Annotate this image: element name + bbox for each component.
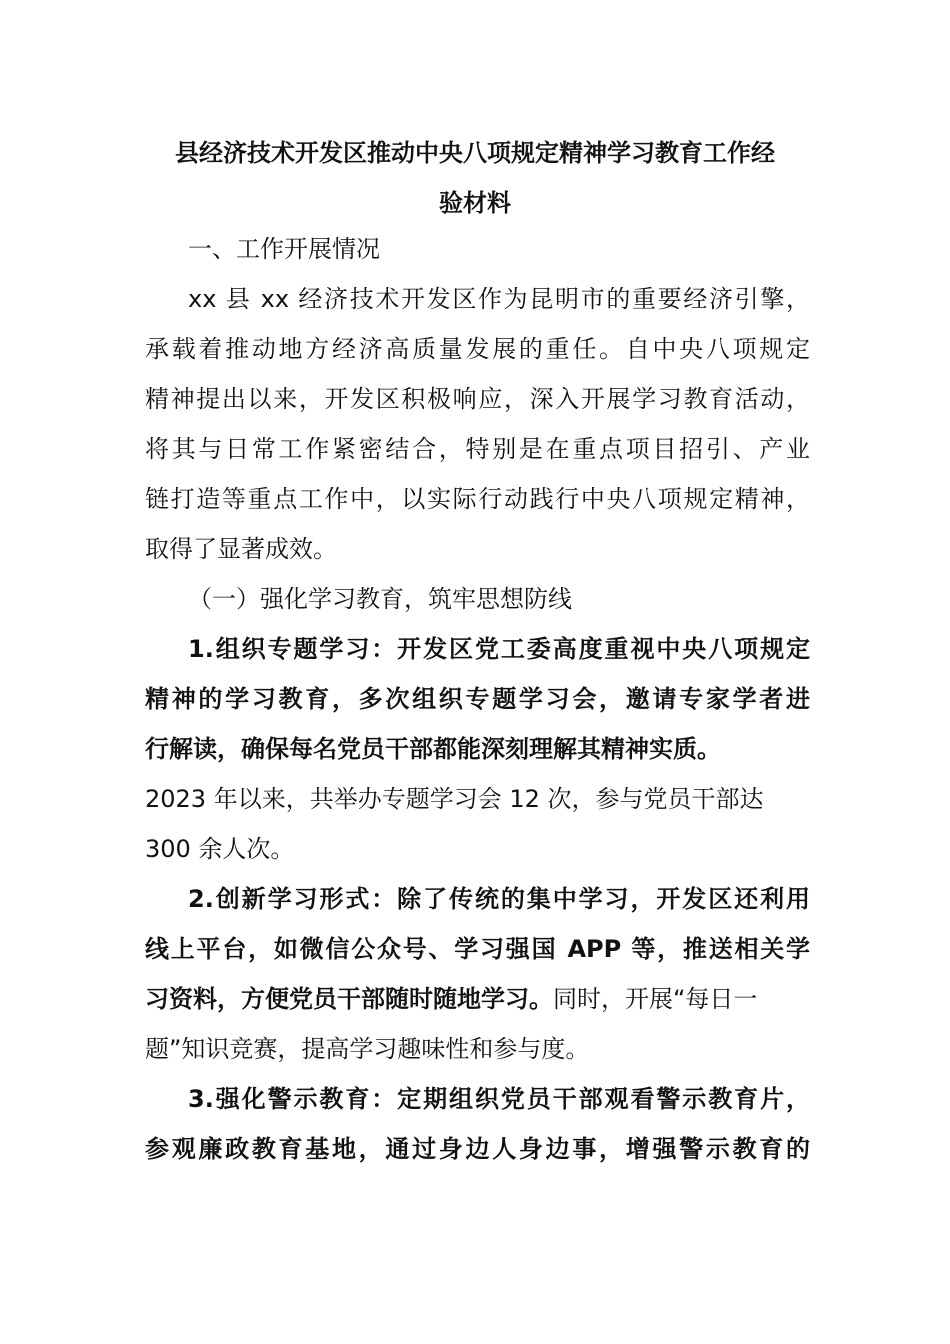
- item-2-line: 2.创新学习形式：除了传统的集中学习，开发区还利用: [188, 885, 810, 913]
- paragraph-line: 将其与日常工作紧密结合，特别是在重点项目招引、产业: [145, 435, 810, 463]
- item-1-line: 行解读，确保每名党员干部都能深刻理解其精神实质。: [145, 735, 721, 763]
- item-2-bold-text: 习资料，方便党员干部随时随地学习。: [145, 985, 553, 1013]
- item-2-line: 线上平台，如微信公众号、学习强国 APP 等，推送相关学: [145, 935, 810, 963]
- paragraph-line: 承载着推动地方经济高质量发展的重任。自中央八项规定: [145, 335, 810, 363]
- item-1-line: 精神的学习教育，多次组织专题学习会，邀请专家学者进: [145, 685, 810, 713]
- section-heading: 一、工作开展情况: [188, 235, 380, 263]
- item-3-line: 3.强化警示教育：定期组织党员干部观看警示教育片，: [188, 1085, 810, 1113]
- item-3-line: 参观廉政教育基地，通过身边人身边事，增强警示教育的: [145, 1135, 810, 1163]
- item-1-line: 300 余人次。: [145, 835, 295, 863]
- paragraph-line: 链打造等重点工作中，以实际行动践行中央八项规定精神，: [145, 485, 810, 513]
- paragraph-line: 精神提出以来，开发区积极响应，深入开展学习教育活动，: [145, 385, 810, 413]
- document-title: [140, 128, 810, 228]
- paragraph-line: xx 县 xx 经济技术开发区作为昆明市的重要经济引擎，: [188, 285, 810, 313]
- item-1-line: 1.组织专题学习：开发区党工委高度重视中央八项规定: [188, 635, 810, 663]
- item-2-line: 题”知识竞赛，提高学习趣味性和参与度。: [145, 1035, 590, 1063]
- item-2-normal-text: 同时，开展“每日一: [553, 985, 758, 1013]
- title-line-2: 验材料: [439, 189, 511, 217]
- item-2-line: [145, 974, 810, 1024]
- paragraph-line: 取得了显著成效。: [145, 535, 337, 563]
- title-line-1: 县经济技术开发区推动中央八项规定精神学习教育工作经: [175, 139, 775, 167]
- item-1-line: 2023 年以来，共举办专题学习会 12 次，参与党员干部达: [145, 785, 764, 813]
- subsection-heading: （一）强化学习教育，筑牢思想防线: [188, 585, 572, 613]
